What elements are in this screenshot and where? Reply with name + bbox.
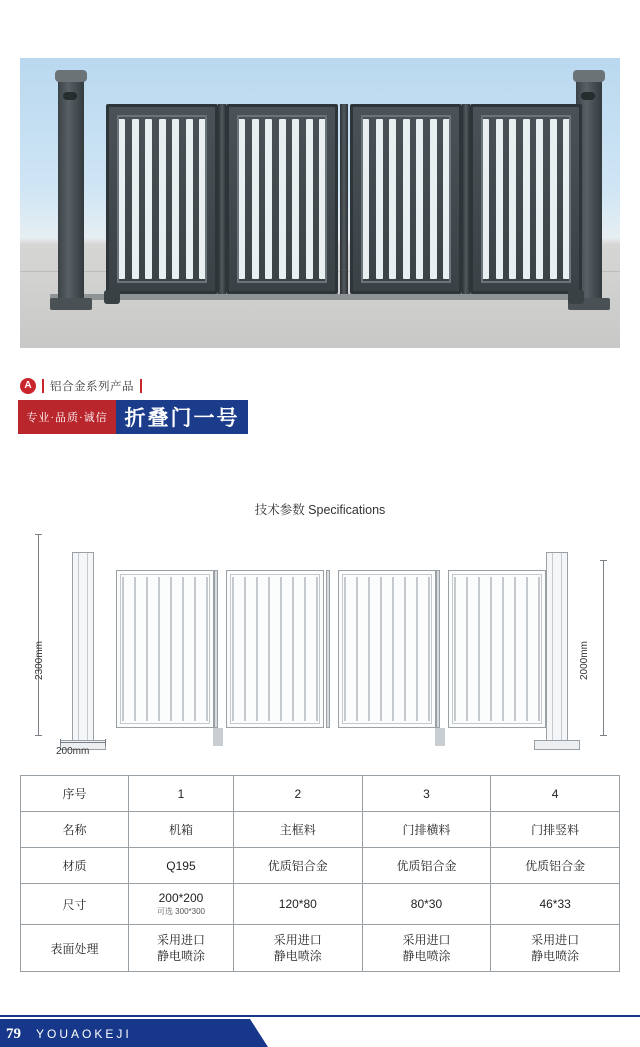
specifications-title: 技术参数 Specifications [254, 503, 386, 517]
gate-panel [226, 104, 338, 294]
row-label: 表面处理 [21, 925, 129, 972]
dimension-line-gate-height [603, 560, 604, 736]
product-photo [20, 58, 620, 348]
product-name-banner: 折叠门一号 [116, 400, 248, 434]
table-cell: 门排横料 [362, 812, 491, 848]
table-cell: 采用进口 静电喷涂 [233, 925, 362, 972]
specifications-table [20, 775, 620, 972]
table-row [21, 925, 620, 972]
table-row [21, 776, 620, 812]
cell-subnote: 可选 300*300 [156, 907, 205, 916]
gate-wheel [568, 290, 584, 304]
table-cell: 优质铝合金 [233, 848, 362, 884]
dimension-label-gate-height: 2000mm [579, 641, 591, 680]
footer-rule [0, 1015, 640, 1017]
table-cell: 3 [362, 776, 491, 812]
slogan-tag: 专业·品质·诚信 [18, 400, 116, 434]
row-label: 名称 [21, 812, 129, 848]
table-cell: 机箱 [129, 812, 234, 848]
drawing-panel-hinge [436, 570, 440, 728]
page-number: 79 [6, 1026, 21, 1042]
table-cell: 主框料 [233, 812, 362, 848]
post-cap-icon [573, 70, 605, 82]
panel-hinge [340, 104, 348, 294]
post-cap-icon [55, 70, 87, 82]
table-row [21, 884, 620, 925]
gate-wheel [104, 290, 120, 304]
drawing-panel-hinge [326, 570, 330, 728]
dimension-line-total-height [38, 534, 39, 736]
gate-panel [470, 104, 582, 294]
table-cell: 优质铝合金 [491, 848, 620, 884]
drawing-support-foot [435, 728, 445, 746]
gate-panel [350, 104, 462, 294]
dimension-line-base-width [60, 742, 106, 743]
table-cell: 2 [233, 776, 362, 812]
drawing-gate-panel [448, 570, 546, 728]
panel-hinge [462, 104, 470, 294]
table-cell: 优质铝合金 [362, 848, 491, 884]
table-cell: 46*33 [491, 884, 620, 925]
drawing-gate-panel [338, 570, 436, 728]
drawing-support-foot [213, 728, 223, 746]
series-label: 铝合金系列产品 [50, 381, 134, 393]
divider [42, 379, 44, 393]
panel-hinge [218, 104, 226, 294]
table-cell: 采用进口 静电喷涂 [362, 925, 491, 972]
gate-rail [50, 294, 590, 300]
cell-value: 200*200 [158, 891, 204, 905]
row-label: 尺寸 [21, 884, 129, 925]
table-cell: 120*80 [233, 884, 362, 925]
drawing-post-base-right [534, 740, 580, 750]
series-label-row [20, 378, 142, 394]
post-base [50, 298, 92, 310]
drawing-post-left [72, 552, 94, 742]
drawing-gate-panel [226, 570, 324, 728]
table-row [21, 812, 620, 848]
row-label: 序号 [21, 776, 129, 812]
table-cell: Q195 [129, 848, 234, 884]
technical-drawing [20, 520, 620, 760]
table-row [21, 848, 620, 884]
dimension-label-total-height: 2300mm [34, 641, 45, 680]
table-cell: 4 [491, 776, 620, 812]
post-knob-icon [63, 92, 77, 100]
row-label: 材质 [21, 848, 129, 884]
table-cell: 采用进口 静电喷涂 [491, 925, 620, 972]
dimension-label-base-width: 200mm [56, 746, 90, 757]
divider [140, 379, 142, 393]
gate-post-left [58, 78, 84, 300]
footer-brand: YOUAOKEJI [36, 1027, 132, 1041]
table-cell: 80*30 [362, 884, 491, 925]
page-footer [0, 1013, 640, 1047]
drawing-post-right [546, 552, 568, 742]
drawing-panel-hinge [214, 570, 218, 728]
table-cell [129, 884, 234, 925]
drawing-gate-panel [116, 570, 214, 728]
post-knob-icon [581, 92, 595, 100]
table-cell: 门排竖料 [491, 812, 620, 848]
table-cell: 1 [129, 776, 234, 812]
table-cell: 采用进口 静电喷涂 [129, 925, 234, 972]
gate-panel [106, 104, 218, 294]
logo-a-icon: A [20, 378, 36, 394]
